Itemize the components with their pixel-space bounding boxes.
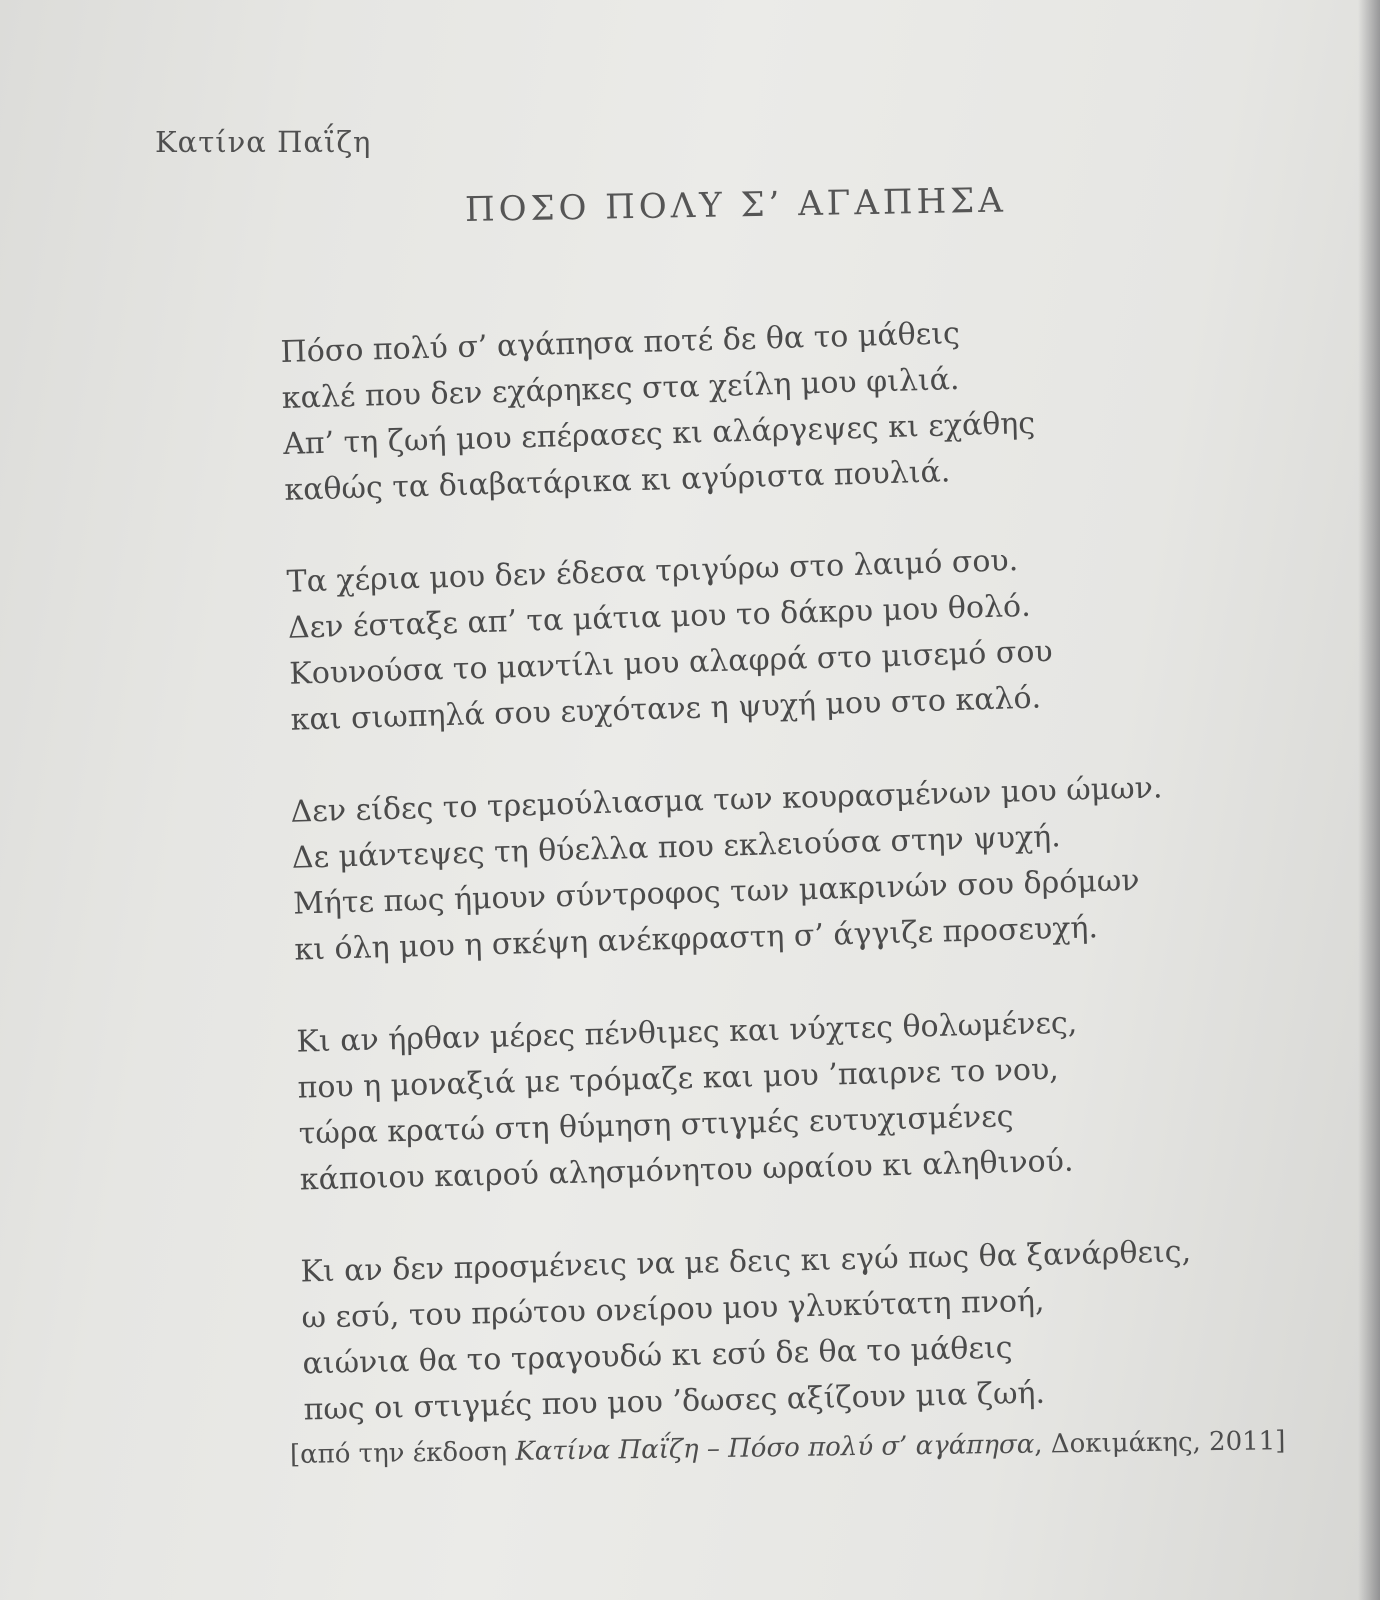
poem-line: κι όλη μου η σκέψη ανέκφραστη σ’ άγγιζε προσευχή. <box>293 910 1099 968</box>
source-book-title: Κατίνα Παΐζη – Πόσο πολύ σ’ αγάπησα <box>515 1429 1035 1467</box>
stanza-3 <box>290 763 1255 974</box>
poem-line: Κι αν δεν προσμένεις να με δεις κι εγώ πως θα ξανάρθεις, <box>300 1234 1192 1290</box>
source-prefix: [από την έκδοση <box>289 1436 516 1470</box>
poem-line: Δεν είδες το τρεμούλιασμα των κουρασμένων μου ώμων. <box>290 770 1163 830</box>
poem-line: που η μοναξιά με τρόμαζε και μου ’παιρνε το νου, <box>297 1051 1060 1106</box>
poem-line: και σιωπηλά σου ευχότανε η ψυχή μου στο καλό. <box>290 680 1042 738</box>
poem-line: τώρα κρατώ στη θύμηση στιγμές ευτυχισμένες <box>298 1099 1014 1152</box>
source-suffix: , Δοκιμάκης, 2011] <box>1034 1426 1286 1460</box>
poem-line: καθώς τα διαβατάρικα κι αγύριστα πουλιά. <box>283 454 951 508</box>
poem-line: καλέ που δεν εχάρηκες στα χείλη μου φιλιά. <box>281 362 960 416</box>
stanza-2 <box>286 531 1251 743</box>
poem-line: πως οι στιγμές που μου ’δωσες αξίζουν μια ζωή. <box>303 1375 1046 1428</box>
poem-line: Κουνούσα το μαντίλι μου αλαφρά στο μισεμό σου <box>288 634 1054 692</box>
poem-title: ΠΟΣΟ ΠΟΛΥ Σ’ ΑΓΑΠΗΣΑ <box>464 180 1008 230</box>
poem-line: Μήτε πως ήμουν σύντροφος των μακρινών σου δρόμων <box>292 863 1140 922</box>
stanza-1 <box>280 303 1245 514</box>
poem-line: Απ’ τη ζωή μου επέρασες κι αλάργεψες κι εχάθης <box>282 405 1036 462</box>
poem-line: Κι αν ήρθαν μέρες πένθιμες και νύχτες θολωμένες, <box>296 1005 1078 1060</box>
poem-body <box>280 316 1240 1480</box>
poem-line: Τα χέρια μου δεν έδεσα τριγύρω στο λαιμό σου. <box>286 543 1019 600</box>
poem-line: Δε μάντεψες τη θύελλα που εκλειούσα στην ψυχή. <box>291 819 1062 876</box>
poem-line: κάποιου καιρού αλησμόνητου ωραίου κι αληθινού. <box>299 1143 1074 1198</box>
poem-line: αιώνια θα το τραγουδώ κι εσύ δε θα το μάθεις <box>302 1330 1013 1382</box>
author-name: Κατίνα Παΐζη <box>155 125 372 159</box>
stanza-4 <box>296 996 1260 1203</box>
poem-line: ω εσύ, του πρώτου ονείρου μου γλυκύτατη πνοή, <box>301 1283 1045 1336</box>
poem-line: Πόσο πολύ σ’ αγάπησα ποτέ δε θα το μάθεις <box>280 316 961 370</box>
page-edge-shadow <box>1358 0 1380 1600</box>
stanza-5 <box>300 1228 1264 1434</box>
poem-line: Δεν έσταξε απ’ τα μάτια μου το δάκρυ μου θολό. <box>287 588 1032 646</box>
